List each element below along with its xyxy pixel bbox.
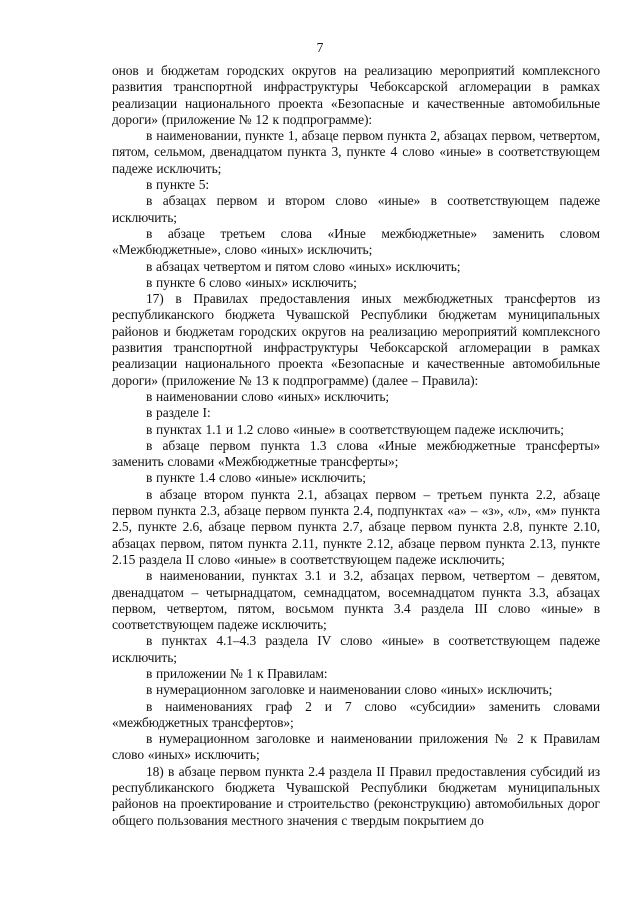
- page-number: 7: [316, 40, 324, 55]
- paragraph: 18) в абзаце первом пункта 2.4 раздела II Правил предоставления субсидий из республиканского бюджета Чувашской Республики бюджетам муниципальных районов на проектирование и строительство (реконструкцию) автомобильных дорог общего пользования местного значения с твердым покрытием до: [112, 763, 600, 828]
- paragraph: в разделе I:: [146, 405, 211, 421]
- paragraph: в абзацах четвертом и пятом слово «иных» исключить;: [146, 258, 461, 274]
- paragraph: в пункте 5:: [146, 177, 209, 193]
- paragraph: онов и бюджетам городских округов на реализацию мероприятий комплексного развития транспортной инфраструктуры Чебоксарской агломерации в рамках реализации национального проекта «Безопасные и качественные автомобильные дороги» (приложение № 12 к подпрограмме):: [112, 63, 600, 127]
- paragraph: в нумерационном заголовке и наименовании приложения № 2 к Правилам слово «иных» исключить;: [112, 731, 600, 763]
- paragraph: в пункте 6 слово «иных» исключить;: [146, 274, 357, 290]
- paragraph: в пунктах 1.1 и 1.2 слово «иные» в соответствующем падеже исключить;: [146, 421, 564, 437]
- paragraph: в наименованиях граф 2 и 7 слово «субсидии» заменить словами «межбюджетных трансфертов»;: [112, 698, 600, 730]
- paragraph: в наименовании, пункте 1, абзаце первом пункта 2, абзацах первом, четвертом, пятом, сельмом, двенадцатом пункта 3, пункте 4 слово «иные» в соответствующем падеже исключить;: [112, 128, 600, 176]
- paragraph: в пунктах 4.1–4.3 раздела IV слово «иные» в соответствующем падеже исключить;: [112, 633, 600, 665]
- paragraph: в абзацах первом и втором слово «иные» в соответствующем падеже исключить;: [112, 193, 600, 225]
- paragraph: в нумерационном заголовке и наименовании слово «иных» исключить;: [146, 682, 553, 698]
- paragraph: в абзаце втором пункта 2.1, абзацах первом – третьем пункта 2.2, абзаце первом пункта 2.3, абзаце первом пункта 2.4, подпунктах «а» – «з», «л», «м» пункта 2.5, пункте 2.6, абзаце первом пункта 2.7, абзаце первом пункта 2.8, пункте 2.10, абзацах первом, пятом пункта 2.11, пункте 2.12, абзаце первом пункта 2.13, пункте 2.15 раздела II слово «иные» в соответствующем падеже исключить;: [112, 486, 600, 567]
- paragraph: в наименовании, пунктах 3.1 и 3.2, абзацах первом, четвертом – девятом, двенадцатом – четырнадцатом, семнадцатом, восемнадцатом пункта 3.3, абзацах первом, четвертом, пятом, восьмом пункта 3.4 раздела III слово «иные» в соответствующем падеже исключить;: [112, 568, 600, 633]
- paragraph: 17) в Правилах предоставления иных межбюджетных трансфертов из республиканского бюджета Чувашской Республики бюджетам муниципальных районов и бюджетам городских округов на реализацию мероприятий комплексного развития транспортной инфраструктуры Чебоксарской агломерации в рамках реализации национального проекта «Безопасные и качественные автомобильные дороги» (приложение № 13 к подпрограмме) (далее – Правила):: [112, 291, 600, 388]
- paragraph: в пункте 1.4 слово «иные» исключить;: [146, 470, 366, 486]
- paragraph: в абзаце первом пункта 1.3 слова «Иные межбюджетные трансферты» заменить словами «Межбюджетные трансферты»;: [112, 437, 600, 470]
- paragraph: в приложении № 1 к Правилам:: [146, 665, 328, 681]
- paragraph: в наименовании слово «иных» исключить;: [146, 388, 390, 404]
- document-body: [112, 63, 600, 829]
- paragraph: в абзаце третьем слова «Иные межбюджетные» заменить словом «Межбюджетные», слово «иных» исключить;: [112, 225, 600, 258]
